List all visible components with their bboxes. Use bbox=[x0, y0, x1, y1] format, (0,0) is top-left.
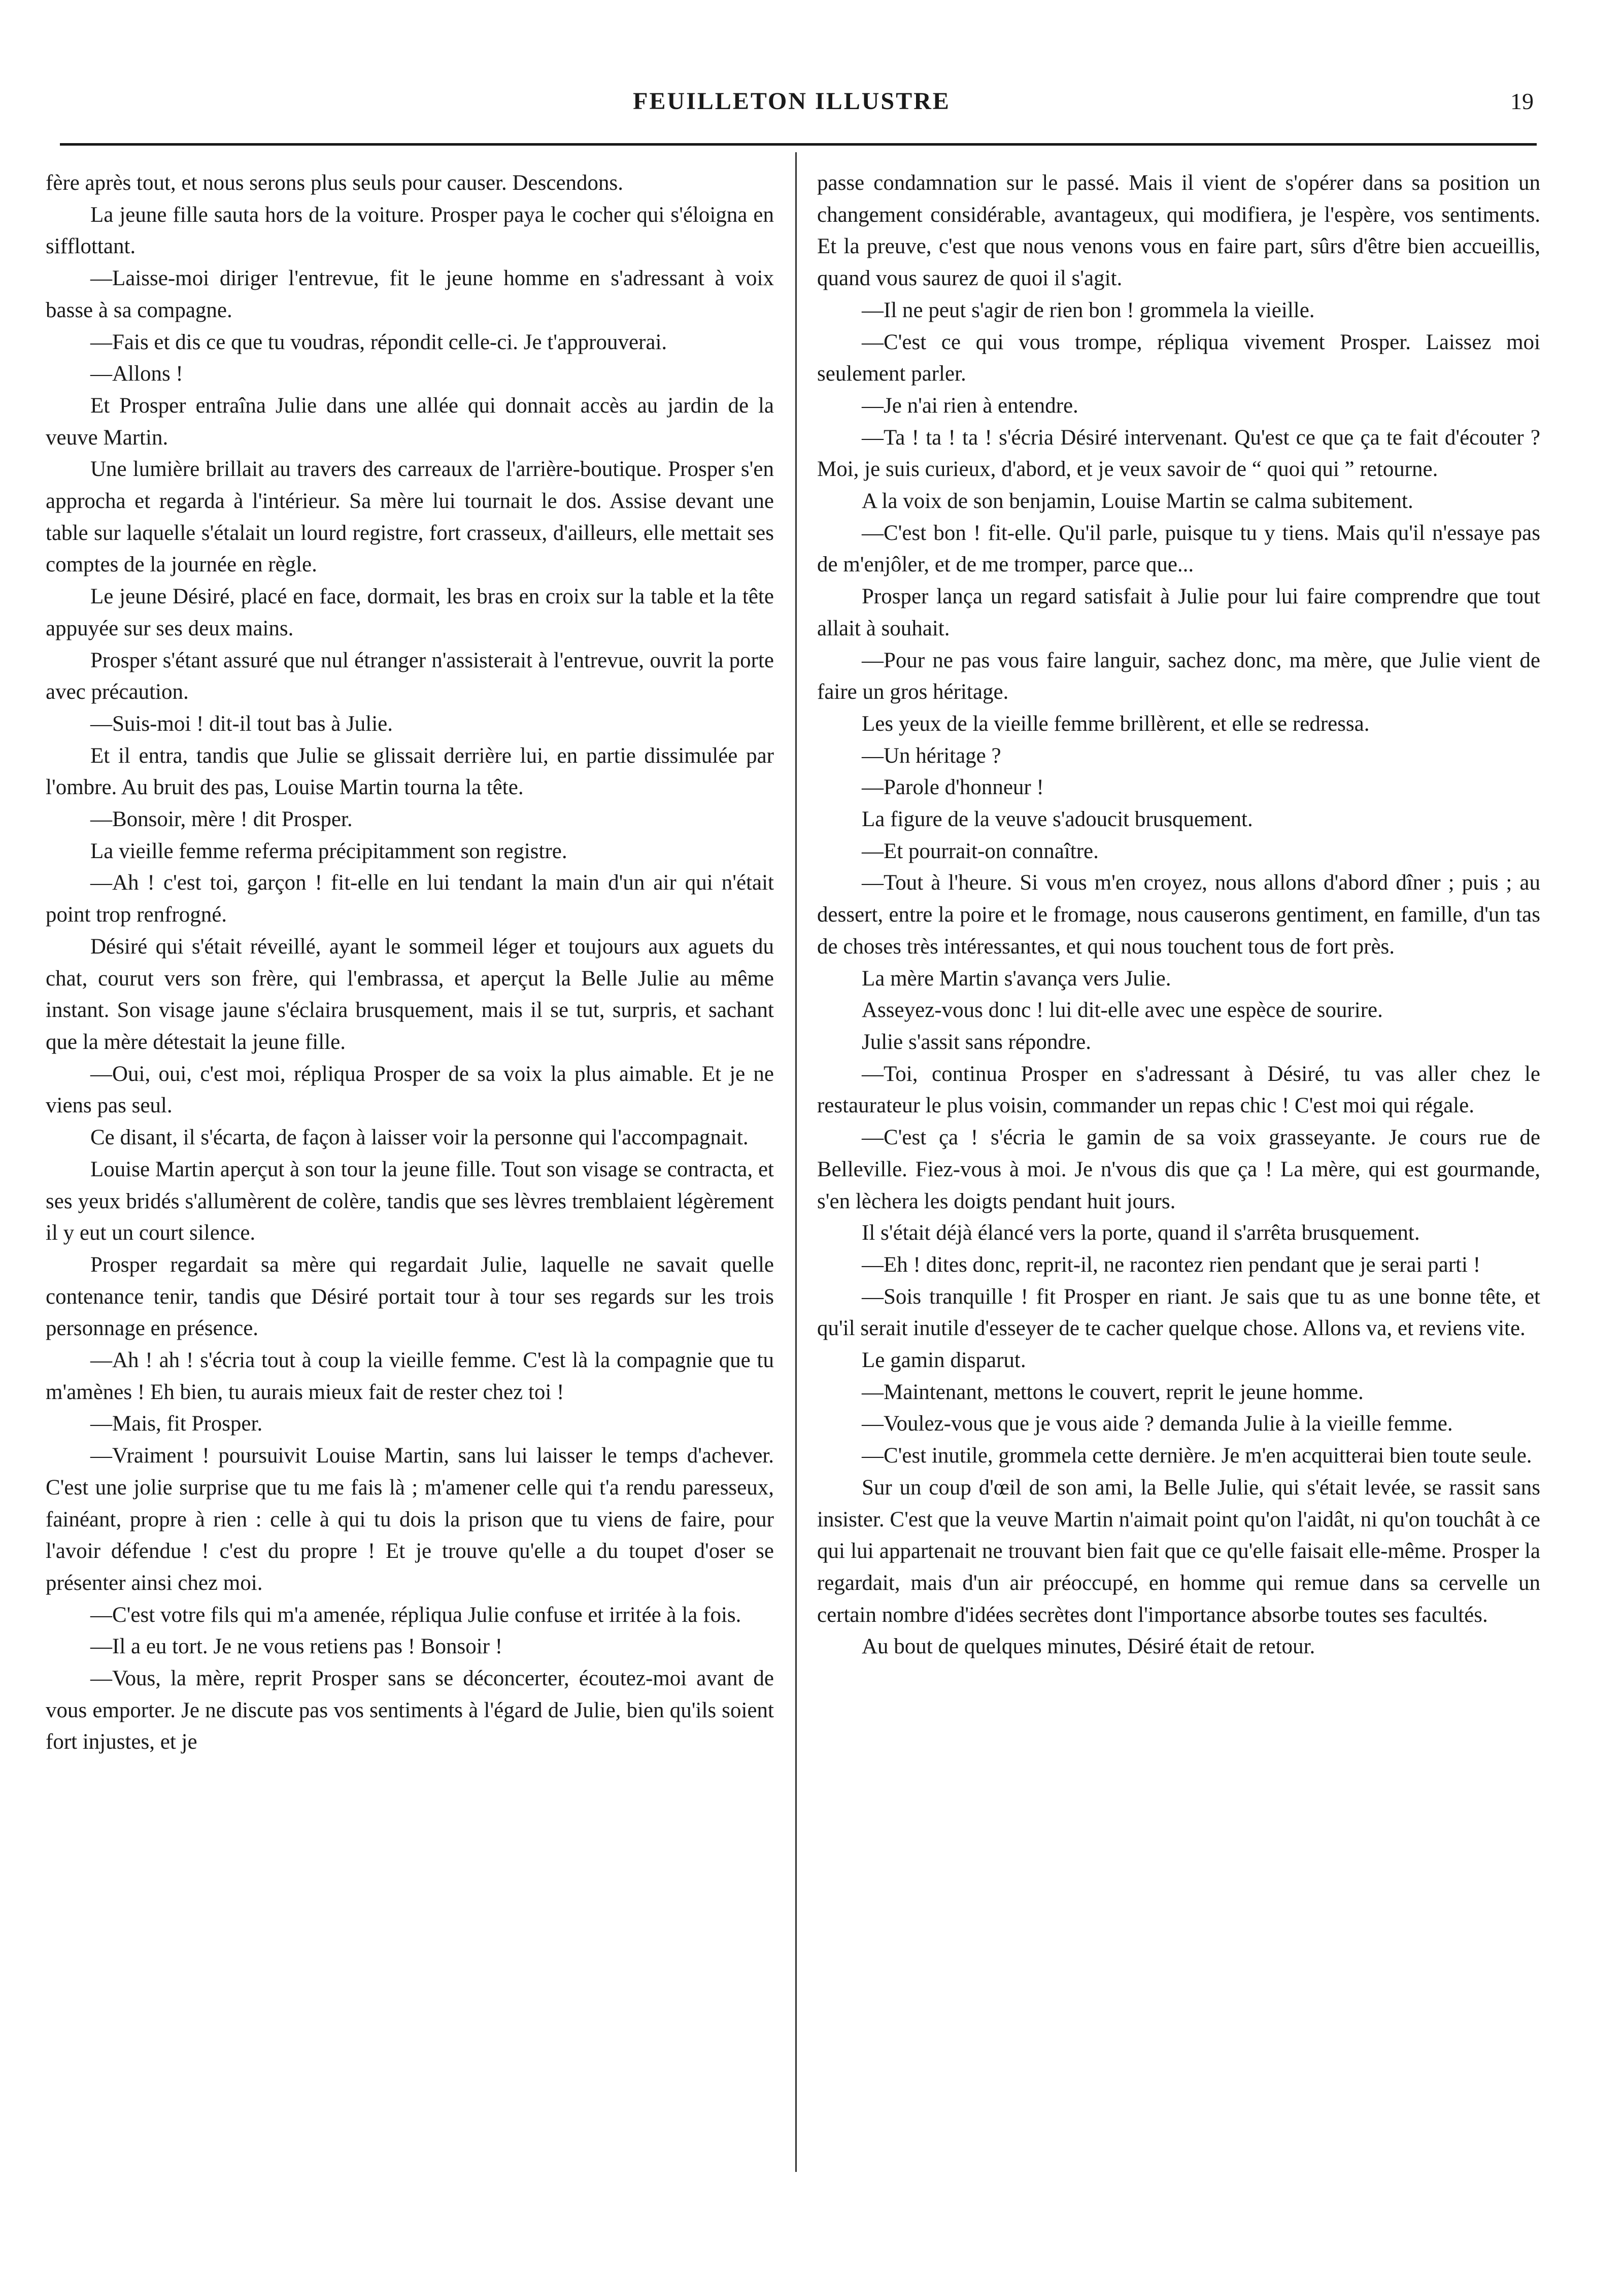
paragraph: —Mais, fit Prosper. bbox=[90, 1412, 263, 1436]
paragraph: Au bout de quelques minutes, Désiré était de retour. bbox=[862, 1635, 1315, 1659]
paragraph: —Il a eu tort. Je ne vous retiens pas ! Bonsoir ! bbox=[90, 1635, 503, 1659]
paragraph: —Maintenant, mettons le couvert, reprit le jeune homme. bbox=[862, 1380, 1364, 1404]
paragraph: La jeune fille sauta hors de la voiture. Prosper paya le cocher qui s'éloigna en sifflottant. bbox=[46, 202, 774, 259]
paragraph: Julie s'assit sans répondre. bbox=[862, 1030, 1092, 1054]
paragraph: Et Prosper entraîna Julie dans une allée qui donnait accès au jardin de la veuve Martin. bbox=[46, 393, 774, 450]
paragraph: —Bonsoir, mère ! dit Prosper. bbox=[90, 807, 353, 832]
paragraph: Et il entra, tandis que Julie se glissait derrière lui, en partie dissimulée par l'ombre. Au bruit des pas, Louise Martin tourna la tête. bbox=[46, 743, 774, 800]
paragraph: —Un héritage ? bbox=[862, 743, 1001, 768]
paragraph: —C'est votre fils qui m'a amenée, répliqua Julie confuse et irritée à la fois. bbox=[90, 1603, 741, 1627]
paragraph: —Toi, continua Prosper en s'adressant à Désiré, tu vas aller chez le restaurateur le plus voisin, commander un repas chic ! C'est moi qui régale. bbox=[817, 1062, 1540, 1118]
paragraph: Le gamin disparut. bbox=[862, 1348, 1026, 1373]
paragraph: —Eh ! dites donc, reprit-il, ne racontez rien pendant que je serai parti ! bbox=[862, 1252, 1481, 1277]
paragraph: —Tout à l'heure. Si vous m'en croyez, nous allons d'abord dîner ; puis ; au dessert, entre la poire et le fromage, nous causerons gentiment, en famille, d'un tas de choses très intéressantes, et qui nous touchent tous de fort près. bbox=[817, 871, 1540, 959]
paragraph: Prosper lança un regard satisfait à Julie pour lui faire comprendre que tout allait à souhait. bbox=[817, 585, 1540, 640]
paragraph: —Vraiment ! poursuivit Louise Martin, sans lui laisser le temps d'achever. C'est une jolie surprise que tu me fais là ; m'amener celle qui t'a rendu paresseux, fainéant, propre à rien : celle à qui tu dois la prison que tu viens de faire, pour l'avoir défendue ! c'est du propre ! Et je trouve qu'elle a du toupet d'oser se présenter ainsi chez moi. bbox=[46, 1444, 774, 1595]
paragraph: Prosper s'étant assuré que nul étranger n'assisterait à l'entrevue, ouvrit la porte avec précaution. bbox=[46, 648, 774, 704]
page-header-title: FEUILLETON ILLUSTRE bbox=[633, 88, 951, 115]
paragraph: Le jeune Désiré, placé en face, dormait, les bras en croix sur la table et la tête appuyée sur ses deux mains. bbox=[46, 585, 774, 640]
paragraph: —Je n'ai rien à entendre. bbox=[862, 393, 1078, 418]
paragraph: —C'est ce qui vous trompe, répliqua vivement Prosper. Laissez moi seulement parler. bbox=[817, 330, 1540, 386]
paragraph: Louise Martin aperçut à son tour la jeune fille. Tout son visage se contracta, et ses yeux bridés s'allumèrent de colère, tandis que ses lèvres tremblaient légèrement il y eut un court silence. bbox=[46, 1157, 774, 1245]
paragraph: La mère Martin s'avança vers Julie. bbox=[862, 966, 1171, 991]
paragraph: Une lumière brillait au travers des carreaux de l'arrière-boutique. Prosper s'en approcha et regarda à l'intérieur. Sa mère lui tournait le dos. Assise devant une table sur laquelle s'étalait un lourd registre, fort crasseux, d'ailleurs, elle mettait ses comptes de la journée en règle. bbox=[46, 457, 774, 577]
paragraph: A la voix de son benjamin, Louise Martin se calma subitement. bbox=[862, 489, 1413, 514]
paragraph: —Suis-moi ! dit-il tout bas à Julie. bbox=[90, 711, 393, 736]
paragraph: —Il ne peut s'agir de rien bon ! grommela la vieille. bbox=[862, 298, 1315, 322]
paragraph: —Vous, la mère, reprit Prosper sans se déconcerter, écoutez-moi avant de vous emporter. Je ne discute pas vos sentiments à l'égard de Julie, bien qu'ils soient fort injustes, et je bbox=[46, 1666, 774, 1754]
paragraph: Il s'était déjà élancé vers la porte, quand il s'arrêta brusquement. bbox=[862, 1221, 1420, 1245]
paragraph: Prosper regardait sa mère qui regardait Julie, laquelle ne savait quelle contenance tenir, tandis que Désiré portait tour à tour ses regards sur les trois personnage en présence. bbox=[46, 1252, 774, 1341]
paragraph: —Ta ! ta ! ta ! s'écria Désiré intervenant. Qu'est ce que ça te fait d'écouter ? Moi, je suis curieux, d'abord, et je veux savoir de “ quoi qui ” retourne. bbox=[817, 425, 1540, 482]
paragraph: —Oui, oui, c'est moi, répliqua Prosper de sa voix la plus aimable. Et je ne viens pas seul. bbox=[46, 1062, 774, 1118]
paragraph: —Ah ! c'est toi, garçon ! fit-elle en lui tendant la main d'un air qui n'était point trop renfrogné. bbox=[46, 871, 774, 927]
paragraph: passe condamnation sur le passé. Mais il vient de s'opérer dans sa position un changement considérable, avantageux, qui modifiera, je l'espère, vos sentiments. Et la preuve, c'est que nous venons vous en faire part, sûrs d'être bien accueillis, quand vous saurez de quoi il s'agit. bbox=[817, 171, 1540, 291]
paragraph: fère après tout, et nous serons plus seuls pour causer. Descendons. bbox=[46, 171, 624, 195]
paragraph: —Voulez-vous que je vous aide ? demanda Julie à la vieille femme. bbox=[862, 1412, 1453, 1436]
paragraph: La vieille femme referma précipitamment son registre. bbox=[90, 839, 567, 863]
paragraph: —Ah ! ah ! s'écria tout à coup la vieille femme. C'est là la compagnie que tu m'amènes ! Eh bien, tu aurais mieux fait de rester chez toi ! bbox=[46, 1348, 774, 1404]
paragraph: —Parole d'honneur ! bbox=[862, 775, 1044, 800]
header-rule bbox=[60, 143, 1537, 146]
paragraph: —C'est ça ! s'écria le gamin de sa voix grasseyante. Je cours rue de Belleville. Fiez-vous à moi. Je n'vous dis que ça ! La mère, qui est gourmande, s'en lèchera les doigts pendant huit jours. bbox=[817, 1126, 1540, 1213]
paragraph: Asseyez-vous donc ! lui dit-elle avec une espèce de sourire. bbox=[862, 998, 1383, 1023]
paragraph: —Laisse-moi diriger l'entrevue, fit le jeune homme en s'adressant à voix basse à sa compagne. bbox=[46, 266, 774, 322]
right-column bbox=[817, 167, 1540, 1663]
paragraph: —Allons ! bbox=[90, 362, 183, 386]
paragraph: Sur un coup d'œil de son ami, la Belle Julie, qui s'était levée, se rassit sans insister. C'est que la veuve Martin n'aimait point qu'on l'aidât, ni qu'on touchât à ce qui lui appartenait ne trouvant bien fait que ce qu'elle faisait elle-même. Prosper la regardait, mais d'un air préoccupé, en homme qui remue dans sa cervelle un certain nombre d'idées secrètes dont l'importance absorbe toutes ses facultés. bbox=[817, 1475, 1540, 1627]
paragraph: —C'est inutile, grommela cette dernière. Je m'en acquitterai bien toute seule. bbox=[862, 1444, 1532, 1468]
paragraph: Désiré qui s'était réveillé, ayant le sommeil léger et toujours aux aguets du chat, courut vers son frère, qui l'embrassa, et aperçut la Belle Julie au même instant. Son visage jaune s'éclaira brusquement, mais il se tut, surpris, et sachant que la mère détestait la jeune fille. bbox=[46, 934, 774, 1054]
left-column bbox=[46, 167, 774, 1758]
paragraph: Ce disant, il s'écarta, de façon à laisser voir la personne qui l'accompagnait. bbox=[90, 1126, 749, 1150]
paragraph: —C'est bon ! fit-elle. Qu'il parle, puisque tu y tiens. Mais qu'il n'essaye pas de m'enjôler, et de me tromper, parce que... bbox=[817, 521, 1540, 577]
paragraph: Les yeux de la vieille femme brillèrent, et elle se redressa. bbox=[862, 711, 1370, 736]
paragraph: —Fais et dis ce que tu voudras, répondit celle-ci. Je t'approuverai. bbox=[90, 330, 667, 354]
paragraph: —Sois tranquille ! fit Prosper en riant. Je sais que tu as une bonne tête, et qu'il serait inutile d'esseyer de te cacher quelque chose. Allons va, et reviens vite. bbox=[817, 1284, 1540, 1341]
paragraph: —Pour ne pas vous faire languir, sachez donc, ma mère, que Julie vient de faire un gros héritage. bbox=[817, 648, 1540, 704]
page-number: 19 bbox=[1510, 88, 1534, 114]
column-divider bbox=[795, 152, 797, 2172]
paragraph: —Et pourrait-on connaître. bbox=[862, 839, 1099, 863]
paragraph: La figure de la veuve s'adoucit brusquement. bbox=[862, 807, 1253, 832]
